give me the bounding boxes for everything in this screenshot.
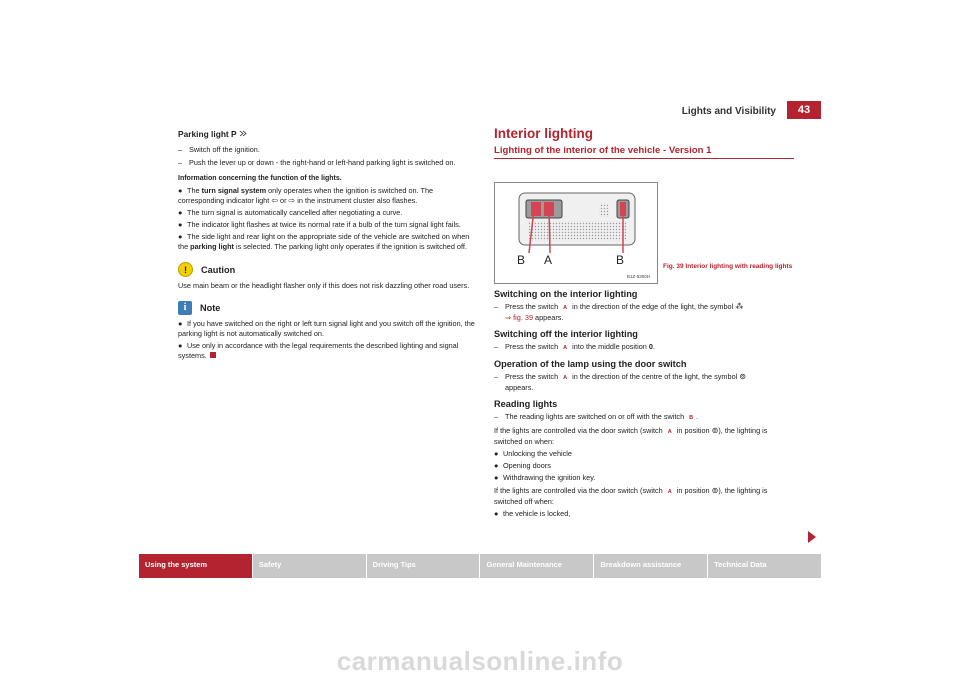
note-title: Note [200,303,221,313]
switch-a-label: A [563,375,568,381]
nav-driving-tips[interactable]: Driving Tips [367,554,481,578]
switch-a-label: A [563,345,568,351]
page-number: 43 [787,101,821,119]
list-item: ● Withdrawing the ignition key. [494,473,596,482]
figure-label: B [616,253,625,267]
figure-caption: Fig. 39 Interior lighting with reading lights [663,263,793,270]
step-item: – Switch off the ignition. [178,145,478,155]
chapter-title: Lights and Visibility [681,106,776,117]
heading-reading-lights: Reading lights [494,399,558,409]
info-bullet: ● The turn signal system only operates when the ignition is switched on. The corresponding indicator light ⇦ or ⇨ in the instrument cluster also flashes. [178,186,434,205]
door-light-icon: ⊚ [711,486,719,495]
turn-right-icon: ⇨ [288,196,296,205]
nav-safety[interactable]: Safety [253,554,367,578]
nav-breakdown-assistance[interactable]: Breakdown assistance [594,554,708,578]
nav-using-the-system[interactable]: Using the system [139,554,253,578]
figure-reference-link[interactable]: ⇒ fig. 39 [505,313,534,322]
note-header [178,301,478,315]
info-icon: i [178,301,192,315]
watermark: carmanualsonline.info [336,646,624,676]
caution-header [178,262,478,277]
heading-switching-off: Switching off the interior lighting [494,329,638,339]
switch-a-label: A [563,305,568,311]
step-item: – Press the switch A in the direction of the edge of the light, the symbol ⁂ ⇒ fig. 39 appears. [494,302,794,323]
paragraph-off: If the lights are controlled via the door switch (switch A in position ⊚), the lighting is switched off when: [494,486,768,506]
interior-light-illustration [495,183,657,283]
paragraph-on: If the lights are controlled via the door switch (switch A in position ⊚), the lighting is switched on when: [494,426,768,446]
left-column [178,129,478,363]
interior-light-figure [494,182,658,284]
caution-title: Caution [201,264,236,275]
heading-switching-on: Switching on the interior lighting [494,289,638,299]
figure-label: B [517,253,526,267]
figure-code: B1Z-5300H [627,274,651,279]
nav-technical-data[interactable]: Technical Data [708,554,821,578]
list-item: ● Unlocking the vehicle [494,449,572,458]
note-bullet: ● Use only in accordance with the legal requirements the described lighting and signal systems. [178,341,459,360]
interior-light-on-icon: ⁂ [735,302,744,311]
door-light-icon: ⊚ [739,372,746,381]
step-item: – Press the switch A in the direction of the centre of the light, the symbol ⊚ appears. [494,372,794,393]
step-item: – Push the lever up or down - the right-hand or left-hand parking light is switched on. [178,158,478,168]
section-end-mark [210,352,216,358]
info-heading: Information concerning the function of the lights. [178,175,342,182]
caution-icon: ! [178,262,193,277]
step-item: – The reading lights are switched on or off with the switch B . [494,412,794,423]
heading-door-switch: Operation of the lamp using the door switch [494,359,687,369]
nav-general-maintenance[interactable]: General Maintenance [480,554,594,578]
caution-text: Use main beam or the headlight flasher only if this does not risk dazzling other road users. [178,281,470,290]
list-item: ● Opening doors [494,461,551,470]
parking-light-icon [239,130,247,140]
parking-light-heading: Parking light P [178,129,478,140]
section-title: Interior lighting [494,126,593,141]
figure-label: A [544,253,553,267]
info-bullet: ● The side light and rear light on the appropriate side of the vehicle are switched on when the parking light is selected. The parking light only operates if the ignition is switched off. [178,232,470,251]
door-light-icon: ⊚ [711,426,719,435]
list-item: ● the vehicle is locked, [494,509,571,518]
section-subtitle: Lighting of the interior of the vehicle - Version 1 [494,146,794,159]
info-bullet: ● The turn signal is automatically cancelled after negotiating a curve. [178,208,403,217]
switch-b-label: B [689,415,694,421]
step-item: – Press the switch A into the middle position 0. [494,342,794,353]
chapter-nav [139,554,821,578]
next-page-arrow-icon[interactable] [808,531,816,543]
info-bullet: ● The indicator light flashes at twice its normal rate if a bulb of the turn signal light fails. [178,220,461,229]
note-bullet: ● If you have switched on the right or left turn signal light and you switch off the ignition, the parking light is not automatically switched on. [178,319,475,338]
turn-left-icon: ⇦ [271,196,278,205]
